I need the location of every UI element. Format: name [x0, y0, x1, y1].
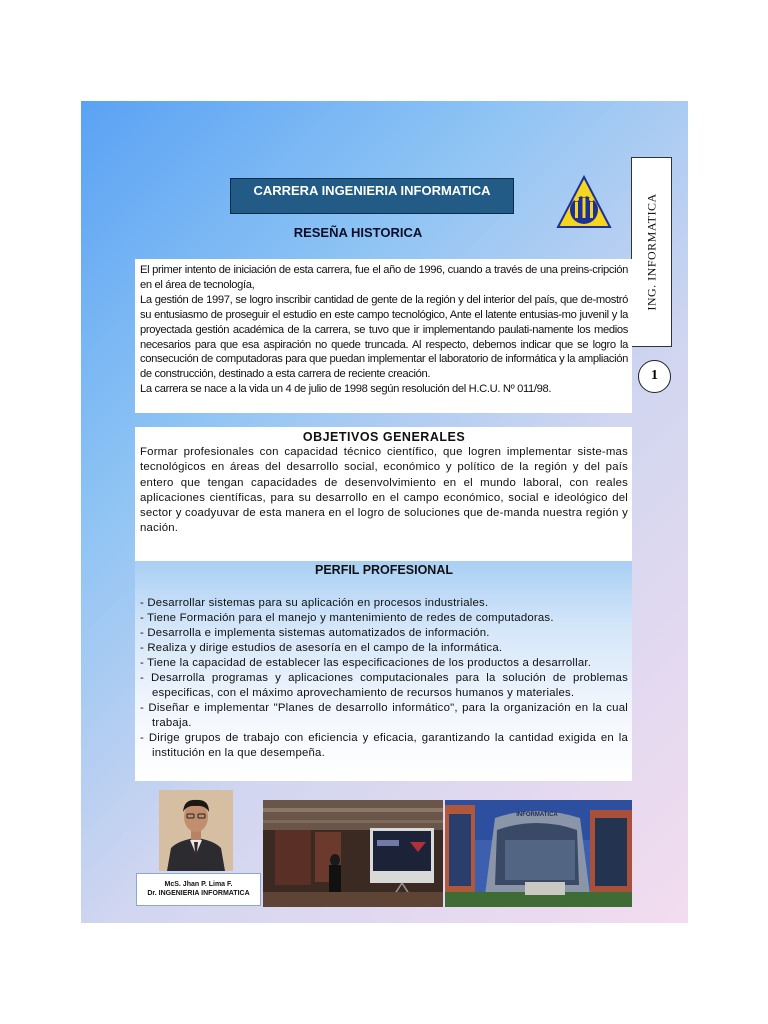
- section-title-history: RESEÑA HISTORICA: [293, 225, 423, 240]
- side-tab: [631, 157, 672, 347]
- objectives-box: [135, 427, 632, 561]
- caption-name: McS. Jhan P. Lima F.: [164, 881, 233, 888]
- history-box: [135, 259, 632, 413]
- profile-list: [140, 596, 628, 761]
- portrait-photo: [159, 790, 233, 871]
- classroom-photo: [263, 800, 443, 907]
- list-item: - Tiene la capacidad de establecer las especificaciones de los productos a desarrollar.: [140, 657, 592, 669]
- list-item: - Realiza y dirige estudios de asesoría en el campo de la informática.: [140, 642, 503, 654]
- list-item: - Dirige grupos de trabajo con eficiencia y eficacia, garantizando la cantidad exigida en la institución en la que desempeña.: [140, 732, 628, 759]
- objectives-text: Formar profesionales con capacidad técnico científico, que logren implementar siste-mas tecnológicos en áreas del desarrollo social, económico y político de la región y del país entero que tengan capacidades de desenvolvimiento en el mundo laboral, con reales aplicaciones científicas, para su desarrollo en el campo económico, social e ideológico del sector y coadyuvar de esta manera en el logro de soluciones que de-manda nuestra región y nación.: [140, 446, 628, 535]
- building-photo: [445, 800, 632, 907]
- list-item: - Desarrolla e implementa sistemas automatizados de información.: [140, 627, 490, 639]
- photo-caption: [136, 873, 261, 906]
- profile-heading: PERFIL PROFESIONAL: [315, 563, 453, 577]
- university-logo: [556, 174, 612, 230]
- history-paragraph: El primer intento de iniciación de esta carrera, fue el año de 1996, cuando a través de una preins-cripción en el área de tecnología,: [140, 264, 628, 291]
- history-paragraph: La carrera se nace a la vida un 4 de julio de 1998 según resolución del H.C.U. Nº 011/98.: [140, 383, 552, 396]
- page-title: CARRERA INGENIERIA INFORMATICA: [230, 178, 514, 214]
- page-number: 1: [638, 360, 671, 393]
- list-item: - Diseñar e implementar "Planes de desarrollo informático", para la organización en la cual trabaja.: [140, 702, 628, 729]
- building-sign: INFORMATICA: [516, 812, 558, 818]
- list-item: - Tiene Formación para el manejo y mantenimiento de redes de computadoras.: [140, 612, 554, 624]
- list-item: - Desarrolla programas y aplicaciones computacionales para la solución de problemas especificas, con el máximo aprovechamiento de recursos humanos y materiales.: [140, 672, 628, 699]
- list-item: - Desarrollar sistemas para su aplicación en procesos industriales.: [140, 597, 489, 609]
- document-page: [81, 101, 688, 923]
- caption-title: Dr. INGENIERIA INFORMATICA: [147, 890, 250, 897]
- objectives-heading: OBJETIVOS GENERALES: [302, 430, 466, 444]
- side-tab-label: ING. INFORMATICA: [644, 193, 658, 311]
- profile-box: [135, 561, 632, 781]
- history-paragraph: La gestión de 1997, se logro inscribir cantidad de gente de la región y del interior del país, que de-mostró su entusiasmo de proseguir el estudio en este campo tecnológico, Ante el latente entusias-mo juvenil y la proyectada gestión académica de la carrera, se tuvo que ir implementando paulati-namente los medios necesarios para que esa aspiración no quede truncada. Al respecto, debemos indicar que se logro la consecución de computadoras para que puedan implementar el laboratorio de informática y la ampliación de construcción, destinado a esta carrera de reciente creación.: [140, 293, 628, 381]
